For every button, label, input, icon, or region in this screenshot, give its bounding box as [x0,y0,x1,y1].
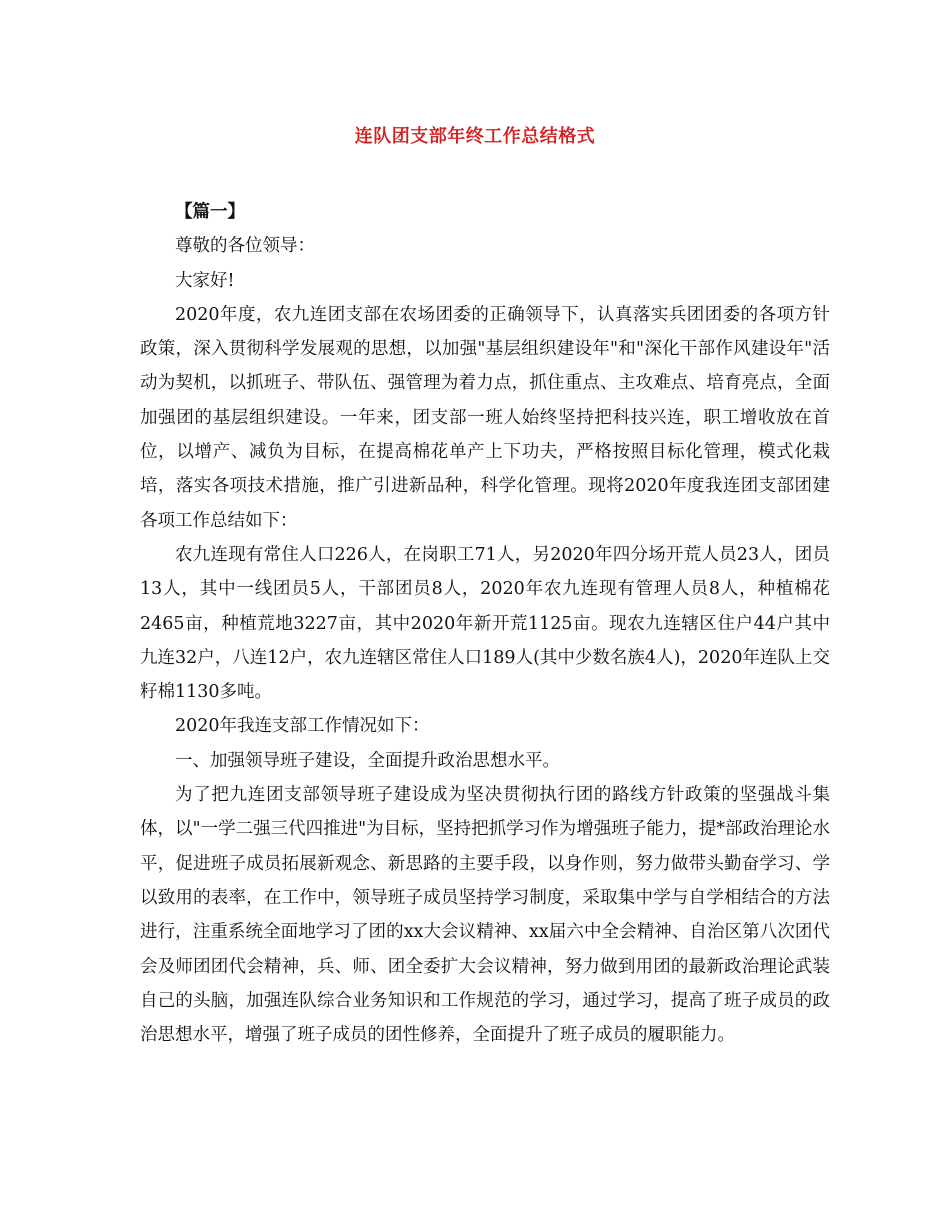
paragraph-work-overview: 2020年我连支部工作情况如下： [175,716,430,737]
section-heading-leadership: 一、加强领导班子建设，全面提升政治思想水平。 [175,750,560,771]
greeting: 大家好! [175,270,235,291]
document-title: 连队团支部年终工作总结格式 [354,126,596,147]
salutation: 尊敬的各位领导： [175,236,315,257]
section-heading-part-one: 【篇一】 [175,202,245,222]
paragraph-leadership: 为了把九连团支部领导班子建设成为坚决贯彻执行团的路线方针政策的坚强战斗集体，以"一学二强三代四推进"为目标，坚持把抓学习作为增强班子能力，提*部政治理论水平，促进班子成员拓展新观念、新思路的主要手段，以身作则，努力做带头勤奋学习、学以致用的表率，在工作中，领导班子成员坚持学习制度，采取集中学与自学相结合的方法进行，注重系统全面地学习了团的xx大会议精神、xx届六中全会精神、自治区第八次团代会及师团团代会精神，兵、师、团全委扩大会议精神，努力做到用团的最新政治理论武装自己的头脑，加强连队综合业务知识和工作规范的学习，通过学习，提高了班子成员的政治思想水平，增强了班子成员的团性修养，全面提升了班子成员的履职能力。 [140,785,830,1046]
paragraph-statistics: 农九连现有常住人口226人，在岗职工71人，另2020年四分场开荒人员23人，团员13人，其中一线团员5人，干部团员8人，2020年农九连现有管理人员8人，种植棉花2465亩，种植荒地3227亩，其中2020年新开荒1125亩。现农九连辖区住户44户其中九连32户，八连12户，农九连辖区常住人口189人(其中少数名族4人)，2020年连队上交籽棉1130多吨。 [140,544,830,703]
document-body [140,195,830,1052]
paragraph-intro: 2020年度，农九连团支部在农场团委的正确领导下，认真落实兵团团委的各项方针政策，深入贯彻科学发展观的思想，以加强"基层组织建设年"和"深化干部作风建设年"活动为契机，以抓班子、带队伍、强管理为着力点，抓住重点、主攻难点、培育亮点，全面加强团的基层组织建设。一年来，团支部一班人始终坚持把科技兴连，职工增收放在首位，以增产、减负为目标，在提高棉花单产上下功夫，严格按照目标化管理，模式化栽培，落实各项技术措施，推广引进新品种，科学化管理。现将2020年度我连团支部团建各项工作总结如下： [140,304,830,531]
